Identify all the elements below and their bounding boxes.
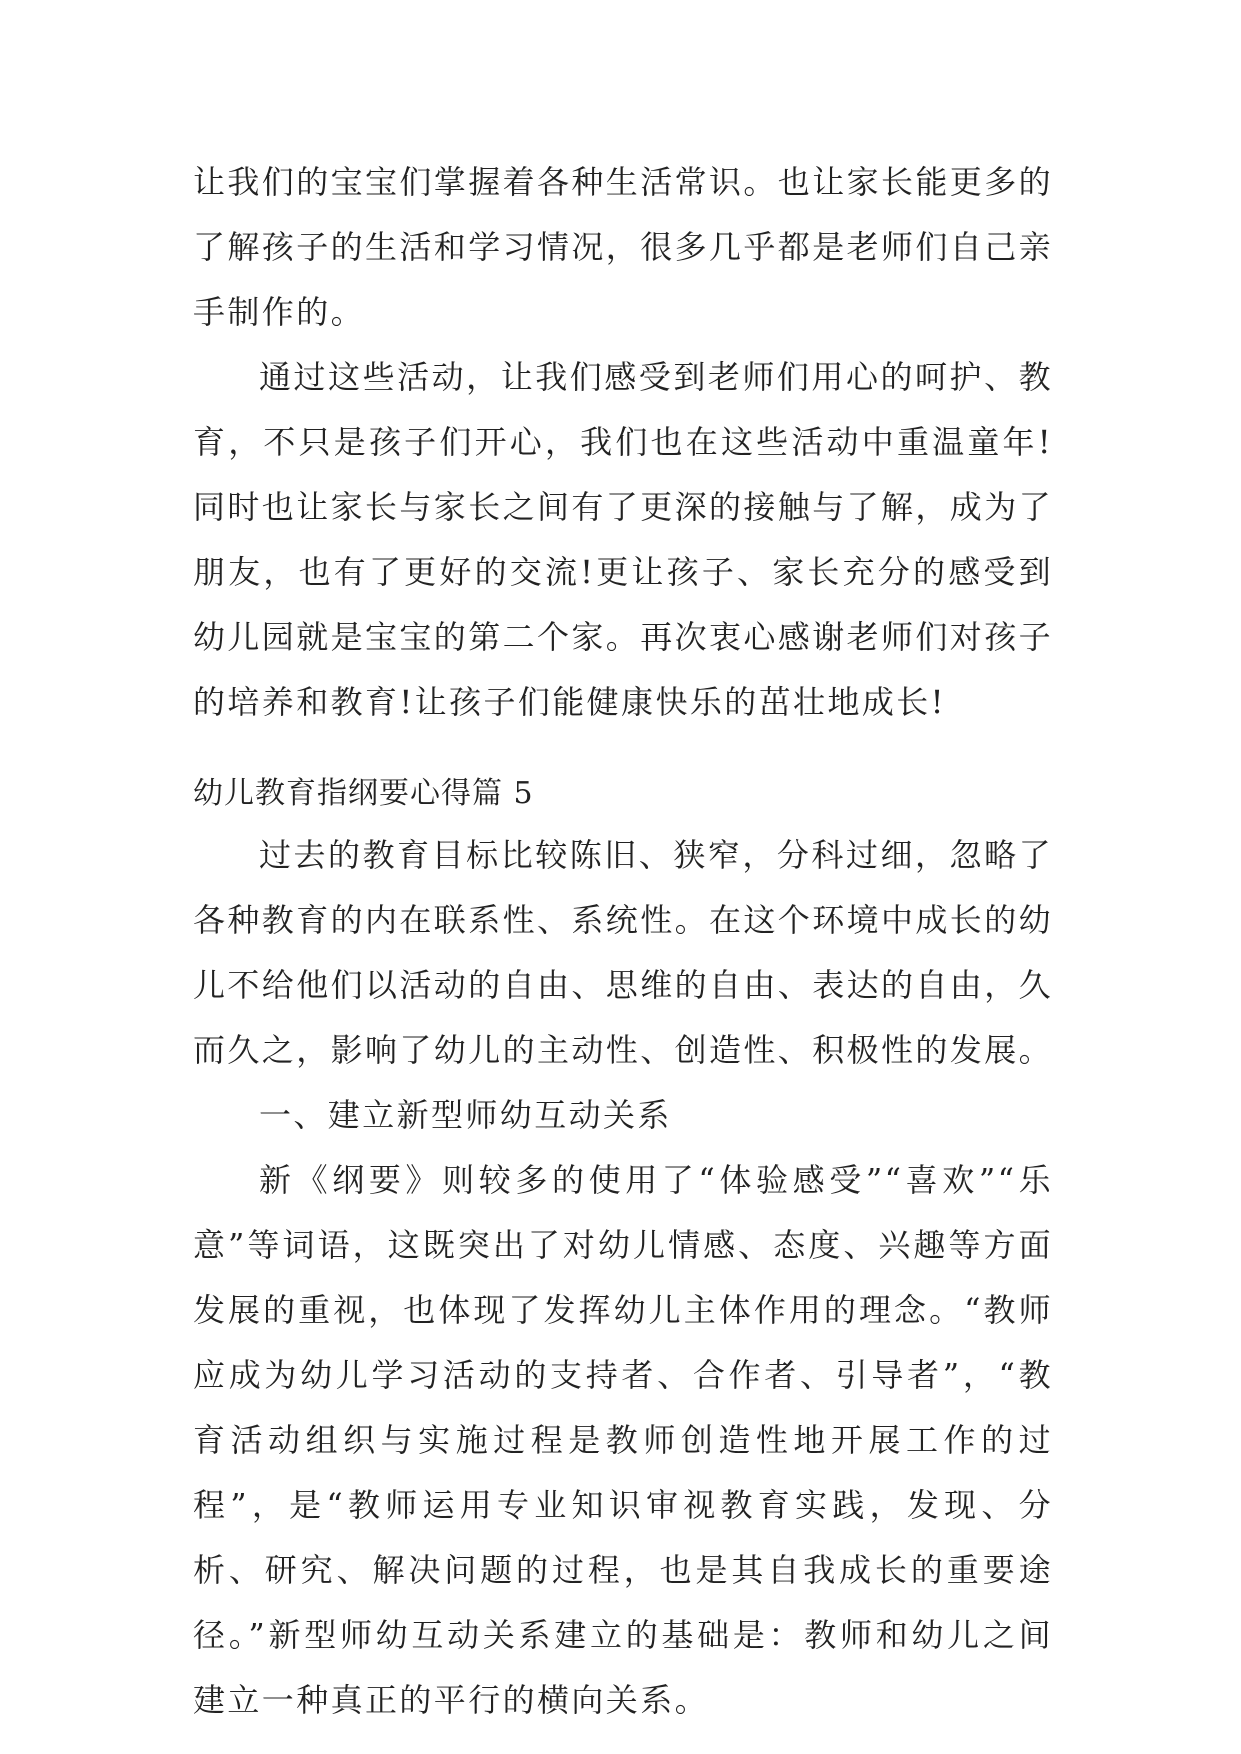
document-body [193,150,1053,1733]
continuation-paragraph: 让我们的宝宝们掌握着各种生活常识。也让家长能更多的了解孩子的生活和学习情况，很多几乎都是老师们自己亲手制作的。 [193,163,1054,331]
body-paragraph: 新《纲要》则较多的使用了“体验感受”“喜欢”“乐意”等词语，这既突出了对幼儿情感、态度、兴趣等方面发展的重视，也体现了发挥幼儿主体作用的理念。“教师应成为幼儿学习活动的支持者、合作者、引导者”，“教育活动组织与实施过程是教师创造性地开展工作的过程”，是“教师运用专业知识审视教育实践，发现、分析、研究、解决问题的过程，也是其自我成长的重要途径。”新型师幼互动关系建立的基础是：教师和幼儿之间建立一种真正的平行的横向关系。 [193,1161,1053,1719]
section-title: 幼儿教育指纲要心得篇 5 [193,776,534,811]
section-intro-paragraph: 过去的教育目标比较陈旧、狭窄，分科过细，忽略了各种教育的内在联系性、系统性。在这个环境中成长的幼儿不给他们以活动的自由、思维的自由、表达的自由，久而久之，影响了幼儿的主动性、创造性、积极性的发展。 [193,836,1054,1069]
closing-paragraph: 通过这些活动，让我们感受到老师们用心的呵护、教育，不只是孩子们开心，我们也在这些活动中重温童年!同时也让家长与家长之间有了更深的接触与了解，成为了朋友，也有了更好的交流!更让孩子、家长充分的感受到幼儿园就是宝宝的第二个家。再次衷心感谢老师们对孩子的培养和教育!让孩子们能健康快乐的茁壮地成长! [193,358,1054,721]
subheading: 一、建立新型师幼互动关系 [259,1096,672,1134]
